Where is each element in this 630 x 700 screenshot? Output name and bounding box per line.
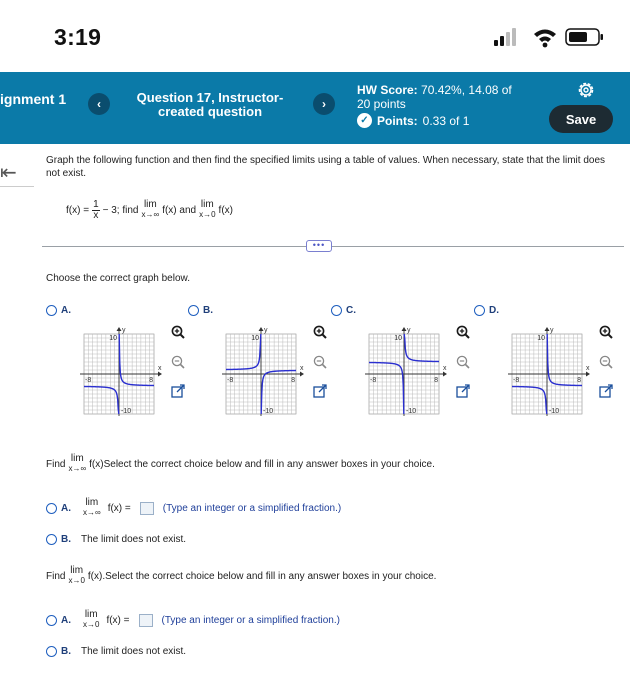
hw-score-value-line2: 20 points — [357, 97, 406, 111]
section-divider — [42, 246, 624, 247]
x-axis-label: x — [300, 365, 304, 372]
question-points — [357, 113, 469, 128]
part1-option-a[interactable]: A. lim x→∞ f(x) = (Type an integer or a simplified fraction.) — [46, 498, 341, 518]
function-fraction: $\frac{1}{x}$ — [93, 198, 99, 221]
part1-option-b[interactable]: B. The limit does not exist. — [46, 534, 186, 545]
y-axis-label: y — [550, 327, 554, 334]
assignment-title: ignment 1 — [0, 91, 67, 107]
zoom-in-icon[interactable] — [170, 324, 186, 340]
graph-option-1-plot — [62, 322, 172, 422]
assignment-header — [0, 72, 630, 144]
part2-answer-input[interactable] — [139, 614, 153, 627]
part1-prompt: Find lim x→∞ f(x)Select the correct choice below and fill in any answer boxes in your choice. — [46, 453, 435, 473]
part2-option-b[interactable]: B. The limit does not exist. — [46, 646, 186, 657]
points-value: 0.33 of 1 — [422, 113, 470, 128]
zoom-out-icon[interactable] — [312, 354, 328, 370]
graph-option-1[interactable]: A. — [46, 305, 71, 316]
zoom-out-icon[interactable] — [598, 354, 614, 370]
function-statement: f(x) = $\frac{1}{x}$ − 3; find lim x→∞ f(x) and lim x→0 f(x) — [66, 198, 233, 221]
y-axis-label: y — [407, 327, 411, 334]
limit-infinity: lim x→∞ — [141, 199, 160, 219]
x-axis-label: x — [443, 365, 447, 372]
part1-option-a-radio[interactable] — [46, 503, 57, 514]
signal-icon — [494, 28, 516, 46]
graph-option-2[interactable]: B. — [188, 305, 213, 316]
collapse-panel-icon[interactable]: ⇤ — [0, 162, 17, 184]
zoom-out-icon[interactable] — [170, 354, 186, 370]
graph-option-3-plot — [347, 322, 457, 422]
y-max-tick-label: 10 — [251, 335, 259, 342]
hw-score-label: HW Score: — [357, 83, 418, 97]
status-icons — [494, 26, 606, 48]
hw-score-value: 70.42%, 14.08 of — [421, 83, 512, 97]
graph-option-3[interactable]: C. — [331, 305, 356, 316]
open-external-icon[interactable] — [455, 383, 471, 399]
previous-question-button[interactable] — [88, 93, 110, 115]
status-time: 3:19 — [54, 24, 102, 50]
hw-score — [357, 83, 527, 111]
y-axis-label: y — [264, 327, 268, 334]
x-min-tick-label: -8 — [85, 377, 92, 384]
next-question-button[interactable] — [313, 93, 335, 115]
graph-option-4[interactable]: D. — [474, 305, 499, 316]
x-axis-label: x — [586, 365, 590, 372]
part1-answer-input[interactable] — [140, 502, 154, 515]
chevron-right-icon: › — [322, 97, 326, 111]
gear-icon[interactable] — [576, 80, 596, 100]
y-min-tick-label: -10 — [263, 408, 274, 415]
zoom-in-icon[interactable] — [455, 324, 471, 340]
open-external-icon[interactable] — [170, 383, 186, 399]
question-title: Question 17, Instructor- created question — [136, 90, 284, 119]
graph-option-4-plot — [490, 322, 600, 422]
wifi-icon — [534, 30, 556, 48]
x-axis-label: x — [158, 365, 162, 372]
graph-option-2-plot — [204, 322, 314, 422]
open-external-icon[interactable] — [312, 383, 328, 399]
graph-option-2-radio[interactable] — [188, 305, 199, 316]
partial-credit-icon: ✓ — [357, 113, 372, 128]
left-divider — [0, 186, 34, 187]
graph-option-1-radio[interactable] — [46, 305, 57, 316]
points-label: Points: — [377, 113, 418, 128]
x-min-tick-label: -8 — [227, 377, 234, 384]
y-min-tick-label: -10 — [121, 408, 132, 415]
choose-graph-prompt: Choose the correct graph below. — [46, 273, 190, 284]
x-max-tick-label: 8 — [149, 377, 153, 384]
y-max-tick-label: 10 — [109, 335, 117, 342]
y-max-tick-label: 10 — [537, 335, 545, 342]
x-max-tick-label: 8 — [291, 377, 295, 384]
question-instructions: Graph the following function and then find the specified limits using a table of values. When necessary, state that the limit does not exist. — [46, 155, 606, 179]
graph-option-4-radio[interactable] — [474, 305, 485, 316]
graph-option-3-radio[interactable] — [331, 305, 342, 316]
save-button[interactable]: Save — [549, 105, 613, 133]
x-max-tick-label: 8 — [577, 377, 581, 384]
chevron-left-icon: ‹ — [97, 97, 101, 111]
open-external-icon[interactable] — [598, 383, 614, 399]
part2-prompt: Find lim x→0 f(x).Select the correct choice below and fill in any answer boxes in your choice. — [46, 565, 437, 585]
x-min-tick-label: -8 — [370, 377, 377, 384]
y-min-tick-label: -10 — [406, 408, 417, 415]
y-min-tick-label: -10 — [549, 408, 560, 415]
x-min-tick-label: -8 — [513, 377, 520, 384]
y-axis-label: y — [122, 327, 126, 334]
zoom-in-icon[interactable] — [598, 324, 614, 340]
part1-option-b-radio[interactable] — [46, 534, 57, 545]
part2-option-a-radio[interactable] — [46, 615, 57, 626]
zoom-out-icon[interactable] — [455, 354, 471, 370]
y-max-tick-label: 10 — [394, 335, 402, 342]
part2-option-b-radio[interactable] — [46, 646, 57, 657]
zoom-in-icon[interactable] — [312, 324, 328, 340]
x-max-tick-label: 8 — [434, 377, 438, 384]
part2-option-a[interactable]: A. lim x→0 f(x) = (Type an integer or a simplified fraction.) — [46, 610, 340, 630]
more-content-button[interactable]: ••• — [306, 240, 332, 252]
battery-icon — [566, 29, 603, 45]
limit-zero: lim x→0 — [199, 199, 216, 219]
